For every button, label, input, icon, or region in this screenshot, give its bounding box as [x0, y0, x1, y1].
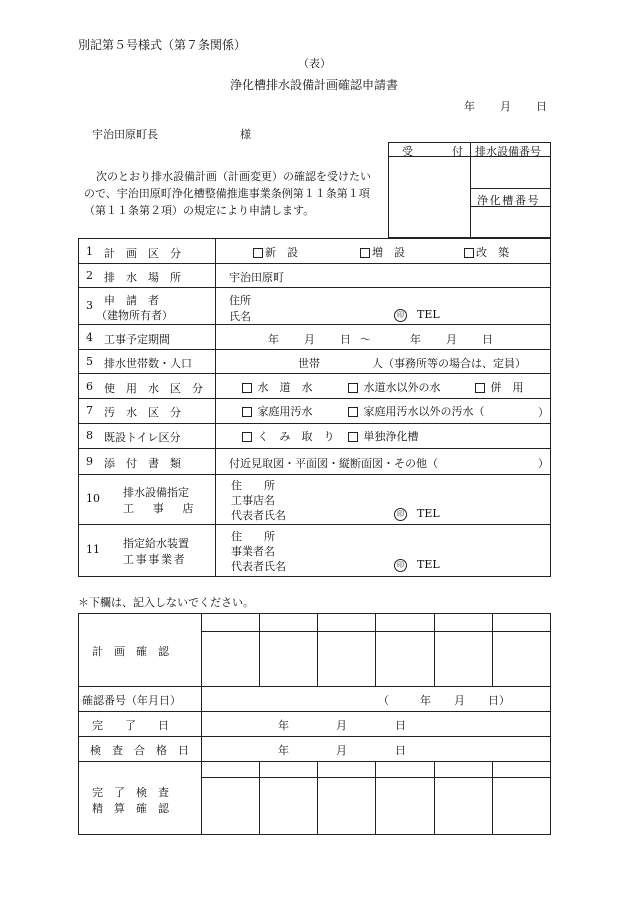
- reception-tsuke: 付: [452, 145, 463, 158]
- settlement-confirm-label: 精 算 確 認: [92, 802, 169, 815]
- checkbox-icon: [348, 407, 358, 417]
- row-number: 11: [86, 543, 100, 556]
- option-label: く み 取 り: [257, 430, 335, 443]
- option-label: 併 用: [490, 381, 524, 394]
- page-title: 浄化槽排水設備計画確認申請書: [230, 78, 399, 92]
- completion-month: 月: [336, 719, 347, 732]
- checkbox-icon: [360, 248, 370, 258]
- option-label: 水道水以外の水: [363, 381, 441, 394]
- option-label: 家庭用汚水: [257, 405, 313, 418]
- completion-year: 年: [278, 719, 289, 732]
- row-label-plan-type: 計 画 区 分: [104, 247, 181, 260]
- checkbox-icon: [348, 432, 358, 442]
- applicant-seal: [394, 308, 407, 322]
- checkbox-icon: [242, 407, 252, 417]
- option-household-sewage[interactable]: [242, 403, 313, 419]
- option-extension[interactable]: [360, 244, 405, 260]
- confirm-open-paren: （: [378, 694, 389, 707]
- date-year: 年: [464, 100, 475, 113]
- contractor-seal: [394, 507, 407, 521]
- inspection-day: 日: [395, 744, 406, 757]
- option-tap-water[interactable]: [242, 379, 313, 395]
- applicant-address-label: 住所: [229, 294, 251, 307]
- seal-icon: 印: [394, 559, 407, 572]
- addressee: 宇治田原町長: [92, 128, 158, 141]
- completion-day: 日: [395, 719, 406, 732]
- seal-icon: 印: [394, 309, 407, 322]
- row-label-drain-contractor: 排水設備指定: [123, 486, 189, 499]
- option-label: 単独浄化槽: [363, 430, 419, 443]
- row-number: 4: [86, 331, 93, 344]
- row-number: 6: [86, 380, 93, 393]
- confirm-month: 月: [454, 694, 465, 707]
- option-label: 新 設: [265, 246, 298, 259]
- date-day: 日: [536, 100, 547, 113]
- period-tilde: ～: [360, 333, 371, 346]
- row-label-attachments: 添 付 書 類: [104, 457, 181, 470]
- option-combined[interactable]: [475, 379, 524, 395]
- row-label-households: 排水世帯数・人口: [104, 357, 192, 370]
- drain-location-value: 宇治田原町: [229, 271, 284, 284]
- inspection-pass-label: 検 査 合 格 日: [90, 744, 189, 757]
- option-rebuild[interactable]: [464, 244, 509, 260]
- row-number: 7: [86, 404, 93, 417]
- period-day-end: 日: [482, 333, 493, 346]
- period-day-start: 日: [340, 333, 351, 346]
- row-number: 3: [86, 299, 93, 312]
- row-label-water-use: 使 用 水 区 分: [104, 382, 203, 395]
- inspection-year: 年: [278, 744, 289, 757]
- checkbox-icon: [253, 248, 263, 258]
- option-label: 家庭用汚水以外の汚水（: [363, 405, 485, 418]
- contractor-address-label: 住 所: [231, 479, 275, 492]
- intro-line-1: 次のとおり排水設備計画（計画変更）の確認を受けたい: [96, 170, 371, 183]
- operator-seal: [394, 558, 407, 572]
- intro-line-2: ので、宇治田原町浄化槽整備推進事業条例第１１条第１項: [84, 187, 370, 200]
- checkbox-icon: [242, 383, 252, 393]
- period-month-start: 月: [304, 333, 315, 346]
- date-month: 月: [500, 100, 511, 113]
- tank-number-label: 浄化槽番号: [477, 194, 541, 207]
- population-unit: 人（事務所等の場合は、定員）: [372, 357, 526, 370]
- confirm-day: 日）: [488, 694, 510, 707]
- operator-rep-label: 代表者氏名: [231, 560, 286, 573]
- row-label-contractor-shop: 工 事 店: [123, 502, 198, 515]
- row-number: 10: [86, 492, 100, 505]
- row-label-period: 工事予定期間: [104, 333, 170, 346]
- option-single-tank[interactable]: [348, 428, 419, 444]
- confirm-year: 年: [420, 694, 431, 707]
- sewage-close-paren: ）: [538, 406, 549, 419]
- option-pit-toilet[interactable]: [242, 428, 335, 444]
- operator-tel-label: TEL: [417, 558, 440, 571]
- contractor-shop-name-label: 工事店名: [231, 494, 275, 507]
- option-other-sewage[interactable]: [348, 403, 485, 419]
- row-label-owner: （建物所有者）: [96, 309, 173, 322]
- attachments-value: 付近見取図・平面図・縦断面図・その他（: [229, 457, 438, 470]
- checkbox-icon: [464, 248, 474, 258]
- row-label-sewage: 汚 水 区 分: [104, 406, 181, 419]
- intro-line-3: （第１１条第２項）の規定により申請します。: [84, 204, 315, 217]
- row-number: 1: [86, 245, 93, 258]
- option-non-tap-water[interactable]: [348, 379, 441, 395]
- row-number: 8: [86, 429, 93, 442]
- final-inspection-label: 完 了 検 査: [92, 786, 169, 799]
- reception-uke: 受: [402, 145, 413, 158]
- row-number: 5: [86, 355, 93, 368]
- attachments-close-paren: ）: [538, 457, 549, 470]
- row-label-water-supply-contractor: 指定給水装置: [123, 537, 189, 550]
- drain-number-label: 排水設備番号: [475, 145, 541, 158]
- contractor-rep-label: 代表者氏名: [231, 509, 286, 522]
- option-label: 改 築: [476, 246, 509, 259]
- checkbox-icon: [475, 383, 485, 393]
- form-reference: 別記第５号様式（第７条関係）: [78, 38, 247, 52]
- row-label-toilet: 既設トイレ区分: [104, 431, 181, 444]
- applicant-tel-label: TEL: [417, 308, 440, 321]
- row-number: 2: [86, 269, 93, 282]
- row-number: 9: [86, 455, 93, 468]
- households-unit: 世帯: [298, 357, 320, 370]
- applicant-name-label: 氏名: [229, 310, 251, 323]
- row-label-drain-location: 排 水 場 所: [104, 271, 181, 284]
- confirm-number-label: 確認番号（年月日）: [82, 694, 181, 707]
- side-label: （表）: [298, 57, 331, 70]
- seal-icon: 印: [394, 508, 407, 521]
- period-year-start: 年: [268, 333, 279, 346]
- office-use-note: ＊下欄は、記入しないでください。: [78, 596, 254, 609]
- honorific: 様: [240, 128, 251, 141]
- period-month-end: 月: [446, 333, 457, 346]
- row-label-business-operator: 工事事業者: [123, 553, 187, 566]
- plan-confirm-label: 計 画 確 認: [92, 645, 169, 658]
- checkbox-icon: [242, 432, 252, 442]
- option-new[interactable]: [253, 244, 298, 260]
- contractor-tel-label: TEL: [417, 507, 440, 520]
- option-label: 水 道 水: [257, 381, 313, 394]
- option-label: 増 設: [372, 246, 405, 259]
- row-label-applicant: 申 請 者: [104, 294, 159, 307]
- inspection-month: 月: [336, 744, 347, 757]
- operator-name-label: 事業者名: [231, 545, 275, 558]
- period-year-end: 年: [410, 333, 421, 346]
- operator-address-label: 住 所: [231, 530, 275, 543]
- completion-date-label: 完 了 日: [92, 719, 169, 732]
- checkbox-icon: [348, 383, 358, 393]
